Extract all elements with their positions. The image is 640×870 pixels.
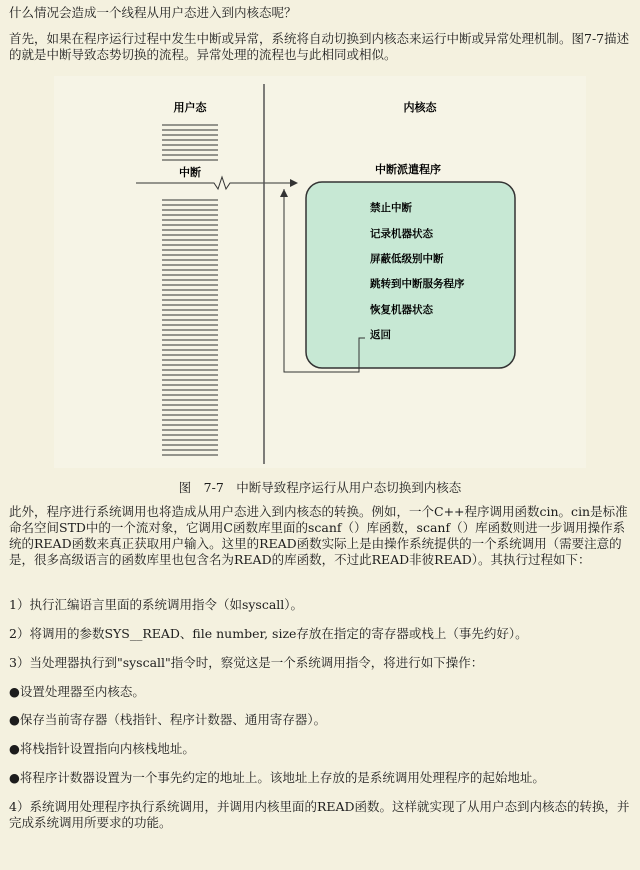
dispatcher-label: 中断派遣程序: [375, 163, 441, 176]
user-instructions-before: [162, 125, 218, 160]
bullet-item: ●保存当前寄存器（栈指针、程序计数器、通用寄存器）。: [9, 712, 327, 727]
bullet-item: ●将程序计数器设置为一个事先约定的地址上。该地址上存放的是系统调用处理程序的起始地址。: [9, 770, 545, 785]
user-instructions-after: [162, 200, 218, 455]
figure-caption: 图 7-7 中断导致程序运行从用户态切换到内核态: [178, 480, 462, 495]
user-mode-label: 用户态: [173, 101, 207, 114]
step-mask-low-interrupts: 屏蔽低级别中断: [370, 253, 444, 265]
step-restore-machine-state: 恢复机器状态: [370, 304, 433, 316]
bullet-item: ●将栈指针设置指向内核栈地址。: [9, 741, 195, 756]
kernel-mode-label: 内核态: [403, 101, 437, 114]
step-1: 1）执行汇编语言里面的系统调用指令（如syscall）。: [9, 597, 304, 612]
step-disable-interrupt: 禁止中断: [370, 202, 412, 214]
return-arrowhead: [280, 189, 288, 197]
interrupt-flow-figure: [54, 76, 586, 468]
step-return: 返回: [370, 329, 391, 341]
interrupt-flow-diagram: [54, 76, 586, 468]
syscall-paragraph: 此外，程序进行系统调用也将造成从用户态进入到内核态的转换。例如，一个C++程序调用函数cin。cin是标准命名空间STD中的一个流对象，它调用C函数库里面的scanf（）库函数，scanf（）库函数则进一步调用操作系统的READ函数来真正获取用户输入。这里的READ函数实际上是由操作系统提供的一个系统调用（需要注意的是，很多高级语言的函数库里也包含名为READ的库函数，不过此READ非彼READ）。其执行过程如下：: [9, 504, 628, 567]
step-save-machine-state: 记录机器状态: [370, 228, 433, 240]
intro-paragraph: 首先，如果在程序运行过程中发生中断或异常，系统将自动切换到内核态来运行中断或异常处理机制。图7-7描述的就是中断导致态势切换的流程。异常处理的流程也与此相同或相似。: [9, 31, 630, 62]
interrupt-arrowhead: [290, 179, 298, 187]
interrupt-label: 中断: [179, 166, 201, 179]
step-2: 2）将调用的参数SYS__READ、file number, size存放在指定的寄存器或栈上（事先约好）。: [9, 626, 528, 641]
bullet-item: ●设置处理器至内核态。: [9, 684, 145, 699]
section-heading: 什么情况会造成一个线程从用户态进入到内核态呢？: [9, 5, 297, 20]
interrupt-signal-line: [136, 177, 290, 189]
step-jump-isr: 跳转到中断服务程序: [370, 278, 465, 290]
step-3: 3）当处理器执行到"syscall"指令时，察觉这是一个系统调用指令，将进行如下操作：: [9, 655, 484, 670]
step-4: 4）系统调用处理程序执行系统调用，并调用内核里面的READ函数。这样就实现了从用户态到内核态的转换，并完成系统调用所要求的功能。: [9, 799, 630, 830]
